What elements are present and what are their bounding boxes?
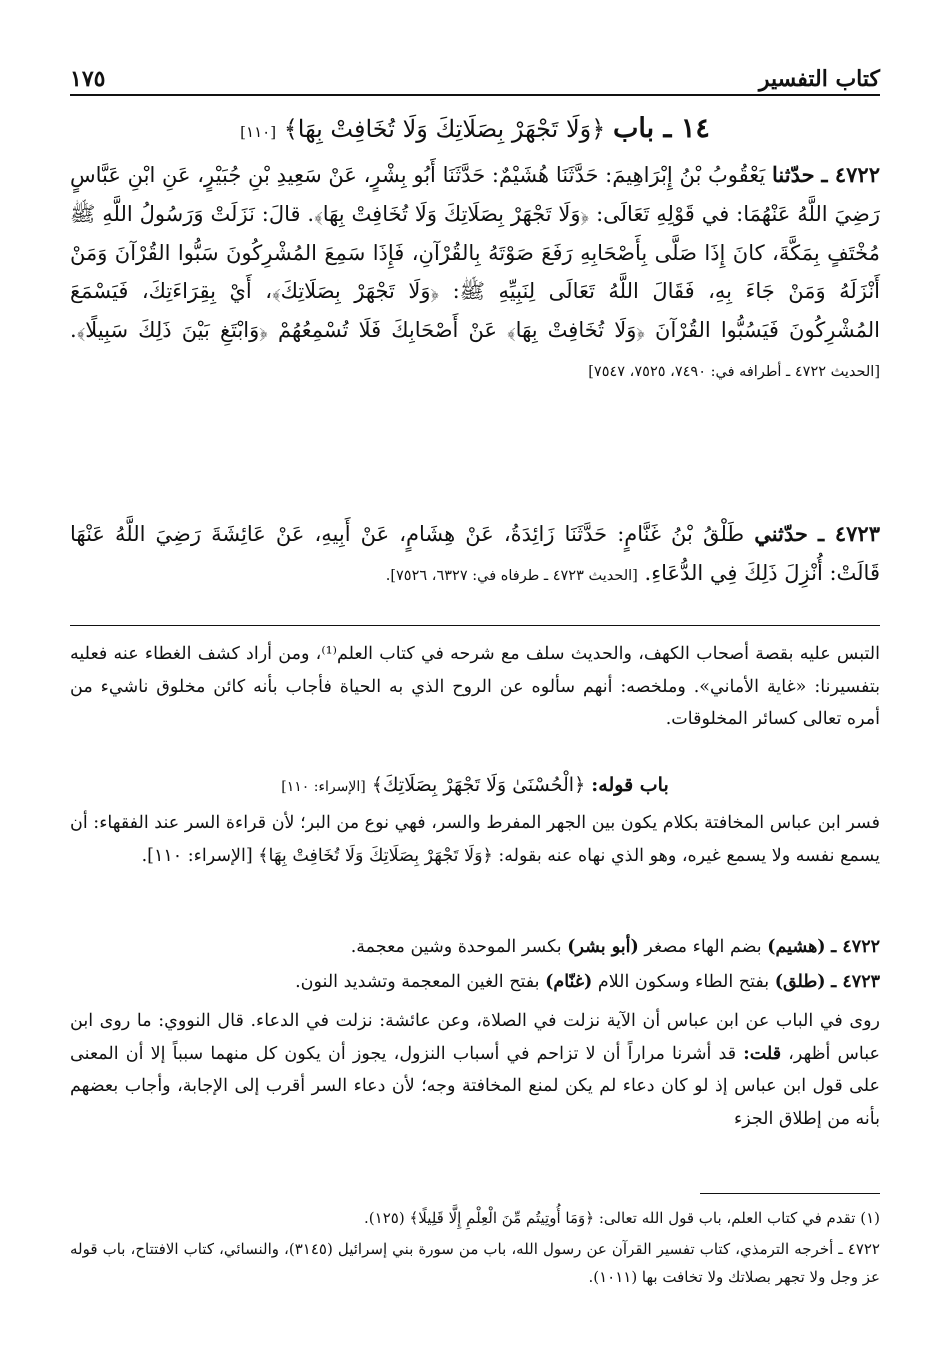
hadith-cross-refs: [الحديث ٤٧٢٣ ـ طرفاه في: ٦٣٢٧، ٧٥٢٦]. [385, 567, 638, 584]
hadith-4722 [70, 156, 880, 506]
page-number: ١٧٥ [70, 66, 106, 92]
hadith-lead: حدّثنا [772, 162, 815, 187]
commentary-intro: التبس عليه بقصة أصحاب الكهف، والحديث سلف مع شرحه في كتاب العلم⁽¹⁾، ومن أراد كشف الغطاء عنه فعليه بتفسيرنا: «غاية الأماني». وملخصه: أنهم سألوه عن الروح الذي به الحياة فأجاب بأنه كائن مخلوق ناشيء من أمره تعالى كسائر المخلوقات. [70, 644, 880, 729]
section-divider [70, 625, 880, 626]
commentary-tafsir: فسر ابن عباس المخافتة بكلام يكون بين الجهر المفرط والسر، فهي نوع من البر؛ لأن قراءة السر عند الفقهاء: أن يسمع نفسه ولا يسمع غيره، وهو الذي نهاه عنه بقوله: ﴿وَلَا تَجْهَرْ بِصَلَاتِكَ وَلَا تُخَافِتْ بِهَا﴾ [الإسراء: ١١٠]. [70, 813, 880, 866]
note-term: (طلق) [774, 972, 826, 992]
footnote-1: (١) تقدم في كتاب العلم، باب قول الله تعالى: ﴿وَمَا أُوتِيتُم مِّنَ الْعِلْمِ إِلَّا قَلِيلًا﴾ (١٢٥). [364, 1209, 880, 1227]
book-title: كتاب التفسير [758, 66, 880, 92]
hadith-4723 [70, 515, 880, 615]
hadith-cross-refs: [الحديث ٤٧٢٢ ـ أطرافه في: ٧٤٩٠، ٧٥٢٥، ٧٥٤٧] [588, 363, 880, 380]
page-header [70, 52, 880, 92]
hadith-lead: حدّثني [754, 521, 808, 546]
chapter-reference: [١١٠] [240, 123, 277, 141]
discussion-text: روى في الباب عن ابن عباس أن الآية نزلت في الصلاة، وعن عائشة: نزلت في الدعاء. قال النووي: ما روى ابن عباس أظهر، [70, 1011, 880, 1064]
note-term: (أبو بشر) [567, 937, 639, 957]
commentary-note-4722 [70, 930, 880, 964]
note-number: ٤٧٢٢ ـ [831, 937, 880, 957]
note-text: بكسر الموحدة وشين معجمة. [350, 937, 562, 957]
section-reference: [الإسراء: ١١٠] [281, 779, 366, 795]
chapter-verse: ﴿وَلَا تَجْهَرْ بِصَلَاتِكَ وَلَا تُخَافِتْ بِهَا﴾ [283, 115, 606, 143]
section-label: باب قوله: [591, 774, 669, 796]
chapter-heading [70, 108, 880, 150]
hadith-text: طَلْقُ بْنُ غَنَّامٍ: حَدَّثَنَا زَائِدَةُ، عَنْ هِشَامٍ، عَنْ أَبِيهِ، عَنْ عَائِشَةَ رَضِيَ اللَّهُ عَنْهَا قَالَتْ: أُنْزِلَ ذَلِكَ فِي الدُّعَاءِ. [70, 522, 880, 585]
note-number: ٤٧٢٣ ـ [831, 972, 880, 992]
header-divider [70, 94, 880, 96]
commentary-discussion [70, 1005, 880, 1185]
chapter-number: ١٤ ـ باب [612, 113, 710, 144]
book-page [70, 40, 880, 1330]
discussion-text: قد أشرنا مراراً أن لا تزاحم في أسباب النزول، يجوز أن يكون كل منهما سبباً إلا أن المعنى على قول ابن عباس إذ لو كان دعاء لم يكن لمنع المخافتة وجه؛ لأن دعاء السر أقرب إلى الإجابة، وأجاب بعضهم بأنه من إطلاق الجزء [70, 1043, 880, 1129]
hadith-text: يَعْقُوبُ بْنُ إِبْرَاهِيمَ: حَدَّثَنَا هُشَيْمٌ: حَدَّثَنَا أَبُو بِشْرٍ، عَنْ سَعِيدِ بْنِ جُبَيْرٍ، عَنِ ابْنِ عَبَّاسٍ رَضِيَ اللَّهُ عَنْهُمَا: في قَوْلِهِ تَعَالَى: ﴿وَلَا تَجْهَرْ بِصَلَاتِكَ وَلَا تُخَافِتْ بِهَا﴾. قالَ: نَزَلَتْ وَرَسُولُ اللَّهِ ﷺ مُخْتَفٍ بِمَكَّةَ، كانَ إِذَا صَلَّى بِأَصْحَابِهِ رَفَعَ صَوْتَهُ بِالقُرْآنِ، فَإِذَا سَمِعَ المُشْرِكُونَ سَبُّوا القُرْآنَ وَمَنْ أَنْزَلَهُ وَمَنْ جَاءَ بِهِ، فَقَالَ اللَّهُ تَعَالَى لِنَبِيِّهِ ﷺ: ﴿وَلَا تَجْهَرْ بِصَلَاتِكَ﴾، أَيْ بِقِرَاءَتِكَ، فَيَسْمَعَ المُشْرِكُونَ فَيَسُبُّوا القُرْآنَ ﴿وَلَا تُخَافِتْ بِهَا﴾ عَنْ أَصْحَابِكَ فَلَا تُسْمِعُهُمْ ﴿وَابْتَغِ بَيْنَ ذَلِكَ سَبِيلًا﴾. [70, 163, 880, 343]
note-text: بضم الهاء مصغر [644, 937, 762, 957]
commentary-note-4723 [70, 965, 880, 999]
note-term: (هشيم) [767, 937, 826, 957]
footnote-2: ٤٧٢٢ ـ أخرجه الترمذي، كتاب تفسير القرآن عن رسول الله، باب من سورة بني إسرائيل (٣١٤٥)، والنسائي، كتاب الافتتاح، باب قوله عز وجل ولا تجهر بصلاتك ولا تخافت بها (١٠١١). [70, 1239, 880, 1286]
section-verse: ﴿الْحُسْنَىٰ وَلَا تَجْهَرْ بِصَلَاتِكَ﴾ [371, 774, 586, 796]
hadith-number: ٤٧٢٢ ـ [821, 162, 880, 187]
note-term: (غنّام) [545, 972, 593, 992]
note-text: بفتح الغين المعجمة وتشديد النون. [295, 972, 540, 992]
hadith-number: ٤٧٢٣ ـ [818, 521, 880, 546]
note-text: بفتح الطاء وسكون اللام [597, 972, 770, 992]
commentary-section-heading [70, 767, 880, 803]
footnote-divider [700, 1193, 880, 1194]
footnotes [70, 1204, 880, 1294]
discussion-qult: قلت: [743, 1043, 782, 1064]
